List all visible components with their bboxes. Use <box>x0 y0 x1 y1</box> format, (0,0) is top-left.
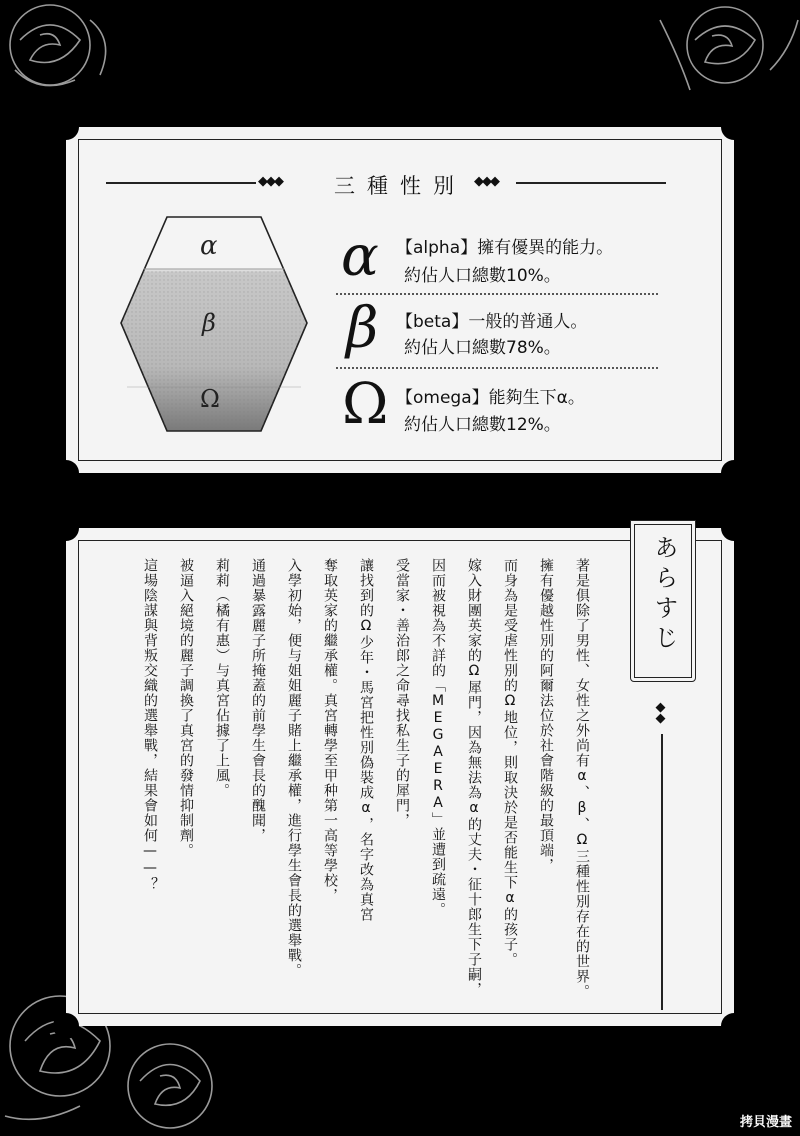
synopsis-line: 通過暴露麗子所掩蓋的前學生會長的醜聞， <box>250 558 266 843</box>
synopsis-line: 被逼入絕境的麗子調換了真宮的發情抑制劑。 <box>178 558 194 858</box>
synopsis-line: 讓找到的Ω少年・馬宮把性別偽裝成α，名字改為真宮 <box>358 558 374 922</box>
divider-dotted <box>336 293 658 295</box>
alpha-population: 約佔人口總數10%。 <box>404 266 561 286</box>
watermark: 拷貝漫畫 <box>739 1115 792 1130</box>
beta-population: 約佔人口總數78%。 <box>404 338 561 358</box>
tab-vertical-rule <box>661 734 663 1010</box>
gender-info-card <box>66 127 734 473</box>
heading-rule-right <box>516 182 666 184</box>
omega-population: 約佔人口總數12%。 <box>404 415 561 435</box>
hexagon-omega-label: Ω <box>200 385 220 413</box>
synopsis-line: 莉莉（橘有惠）与真宮佔據了上風。 <box>214 558 230 798</box>
hexagon-beta-label: β <box>202 309 216 337</box>
beta-symbol: β <box>346 296 379 361</box>
synopsis-title: あらすじ <box>650 535 678 655</box>
page-title: 三種性別 <box>334 174 466 198</box>
tab-ornament: ◆◆ <box>653 700 668 722</box>
beta-description: 【beta】一般的普通人。 <box>396 312 588 332</box>
synopsis-title-tab <box>630 520 696 682</box>
synopsis-line: 受當家・善治郎之命尋找私生子的犀門， <box>394 558 410 828</box>
synopsis-line: 因而被視為不詳的「MEGAERA」並遭到疏遠。 <box>430 558 446 917</box>
synopsis-line: 這場陰謀與背叛交織的選舉戰，結果會如何——？ <box>142 558 158 892</box>
synopsis-line: 著是俱除了男性、女性之外尚有α、β、Ω三種性別存在的世界。 <box>574 558 590 999</box>
alpha-symbol: α <box>341 224 379 289</box>
omega-symbol: Ω <box>342 372 389 437</box>
divider-dotted <box>336 367 658 369</box>
omega-description: 【omega】能夠生下α。 <box>396 388 585 408</box>
synopsis-line: 嫁入財團英家的Ω犀門，因為無法為α的丈夫・征十郎生下子嗣， <box>466 558 482 997</box>
rose-decoration-top-left <box>0 0 140 120</box>
alpha-description: 【alpha】擁有優異的能力。 <box>396 238 614 258</box>
synopsis-line: 入學初始，便与姐姐麗子賭上繼承權，進行學生會長的選舉戰。 <box>286 558 302 978</box>
rose-decoration-top-right <box>650 0 800 100</box>
synopsis-card <box>66 528 734 1026</box>
synopsis-line: 而身為是受虐性別的Ω地位，則取決於是否能生下α的孩子。 <box>502 558 518 967</box>
heading-ornament-left: ◆◆◆ <box>258 174 282 189</box>
heading-ornament-right: ◆◆◆ <box>474 174 498 189</box>
synopsis-line: 擁有優越性別的阿爾法位於社會階級的最頂端， <box>538 558 554 873</box>
hexagon-alpha-label: α <box>200 231 218 261</box>
synopsis-line: 奪取英家的繼承權。真宮轉學至甲种第一高等學校， <box>322 558 338 903</box>
